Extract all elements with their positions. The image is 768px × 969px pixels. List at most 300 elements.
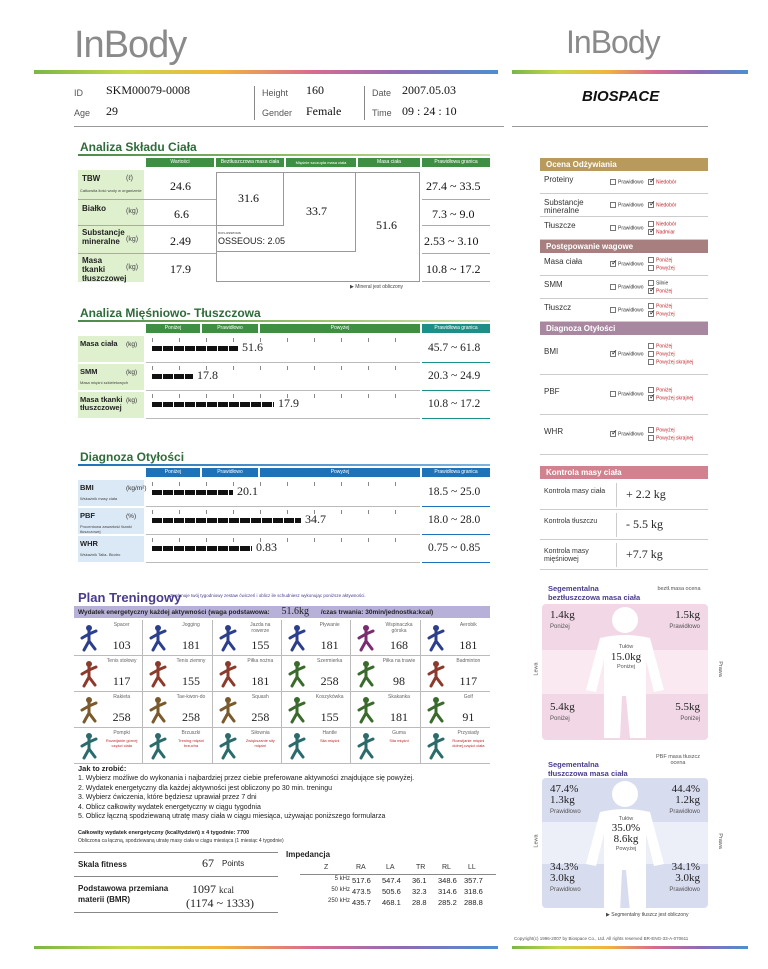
header-rule-right xyxy=(512,126,708,127)
sport-name: Squash xyxy=(251,694,269,700)
impedance-value: 517.6 xyxy=(352,876,371,885)
formula-note: Obliczona ca łączną, spodziewaną utratę masy ciała w ciągu miesiąca (1 miesiąc 4 tygodnie) xyxy=(78,838,284,844)
seg-trunk-label: Tułów xyxy=(618,816,634,822)
obesity-diag-panel-option-label: Prawidłowo xyxy=(618,351,644,358)
sport-name: Koszykówka xyxy=(315,694,344,700)
sport-name: Rakieta xyxy=(113,694,131,700)
nutrition-panel-checkbox xyxy=(648,198,656,208)
mf-bar xyxy=(152,346,238,351)
bc-fat-range: 10.8 ~ 17.2 xyxy=(426,262,481,276)
ob-tick-mark xyxy=(395,482,396,486)
ob-tick-mark xyxy=(341,538,342,542)
mf-bar-value: 51.6 xyxy=(242,340,263,354)
weight-mgmt-panel-checkbox xyxy=(648,284,656,294)
ob-tick-mark xyxy=(368,510,369,514)
sport-cell xyxy=(421,692,490,728)
bc-lean-value: 33.7 xyxy=(306,204,327,218)
training-title: Plan Treningowy xyxy=(78,590,182,605)
mf-tick-mark xyxy=(314,366,315,370)
obesity-diag-panel-row-label: BMI xyxy=(544,347,559,356)
top-rainbow-left xyxy=(34,70,498,74)
mf-bar-value: 17.9 xyxy=(278,396,299,410)
sport-value: 155 xyxy=(251,638,270,652)
sport-figure-icon xyxy=(425,696,447,724)
seg-fat-figure xyxy=(533,778,723,908)
seg-rl-value: 5.4kg xyxy=(550,701,575,713)
weight-mgmt-panel-check-mark-icon: ✓ xyxy=(649,284,656,294)
weight-mgmt-panel-option xyxy=(648,257,672,263)
sport-value: 117 xyxy=(459,674,478,688)
obesity-diag-panel-option-label: Powyżej xyxy=(656,427,675,434)
obesity-diag-panel-checkbox xyxy=(648,435,654,441)
sport-cell xyxy=(282,656,351,692)
sport-cell xyxy=(74,692,143,728)
seg-trunk-label: Tułów xyxy=(618,644,634,650)
weight-mgmt-panel-checkbox xyxy=(610,284,616,290)
sport-name: Tenis stołowy xyxy=(106,658,137,664)
impedance-value: 547.4 xyxy=(382,876,401,885)
seg-rl-status: Poniżej xyxy=(550,716,570,722)
ob-range-rule xyxy=(422,534,490,535)
ob-bar-value: 34.7 xyxy=(305,512,326,526)
training-bar-right: /czas trwania: 30min/jednostka:kcal) xyxy=(320,609,434,616)
copyright: Copyright(c) 1996-2007 by Biospace Co., Ltd. All rights reserved BR-ENG-33-A-070611 xyxy=(514,936,689,941)
sport-name: Szermierka xyxy=(317,658,343,664)
sport-value: 168 xyxy=(389,638,408,652)
mf-tick-mark xyxy=(233,338,234,342)
nutrition-panel-option xyxy=(648,198,677,208)
weight-mgmt-panel-option xyxy=(610,307,644,313)
mf-tick-mark xyxy=(152,394,153,398)
nutrition-panel-row xyxy=(540,171,708,194)
height-value: 160 xyxy=(306,83,324,97)
obesity-diag-panel-option xyxy=(648,351,675,357)
sport-cell xyxy=(143,620,212,656)
weight-mgmt-panel-option-label: Poniżej xyxy=(656,256,673,263)
seg-ra-status: Poniżej xyxy=(550,624,570,630)
weight-control-row xyxy=(540,510,708,540)
obesity-diag-panel-header: Diagnoza Otyłości xyxy=(540,322,708,335)
obesity-diag-panel-option xyxy=(648,359,693,365)
fitness-value: 67 xyxy=(202,856,214,870)
sport-name: Piłka nożna xyxy=(247,658,274,664)
bmr-rule xyxy=(74,912,278,913)
weight-mgmt-panel-checkbox xyxy=(610,307,616,313)
weight-mgmt-panel-option xyxy=(648,307,675,317)
bc-rule-1 xyxy=(78,199,216,200)
sport-name: Spacer xyxy=(113,622,130,628)
sport-name: Aerobik xyxy=(459,622,477,628)
mf-hdr-range: Prawidłowa granica xyxy=(422,324,490,333)
sport-name: Skakanka xyxy=(388,694,410,700)
impedance-value: 288.8 xyxy=(464,898,483,907)
mf-range-rule xyxy=(422,362,490,363)
seg-lean-title-1: Segementalna xyxy=(548,584,599,593)
ob-row-label: PBF xyxy=(80,511,95,520)
brand-biospace: BIOSPACE xyxy=(582,88,660,105)
impedance-value: 318.6 xyxy=(464,887,483,896)
sport-value: 258 xyxy=(181,710,200,724)
nutrition-panel-option xyxy=(610,225,644,231)
sport-value: 181 xyxy=(459,638,478,652)
weight-mgmt-panel-option-label: Powyżej xyxy=(656,264,675,271)
bc-weight-value: 51.6 xyxy=(376,218,397,232)
sport-sub: Zwiększanie siły mięśni xyxy=(245,738,275,748)
ob-hdr-below: Poniżej xyxy=(146,468,200,477)
sport-name: Hantle xyxy=(322,730,337,736)
seg-tr-status: Powyżej xyxy=(615,846,637,852)
bc-protein-range: 7.3 ~ 9.0 xyxy=(432,207,475,221)
sport-name: Pompki xyxy=(113,730,130,736)
mf-rule xyxy=(146,390,420,391)
sport-cell xyxy=(213,656,282,692)
sport-name: Pływanie xyxy=(319,622,340,628)
date-value: 2007.05.03 xyxy=(402,83,456,97)
weight-mgmt-panel-row xyxy=(540,253,708,276)
sport-cell xyxy=(74,728,143,764)
ob-tick-mark xyxy=(395,538,396,542)
mf-row xyxy=(78,364,490,392)
mf-row-label: Masa tkanki tłuszczowej xyxy=(80,395,123,412)
howto-step-5: 5. Oblicz łączną spodziewaną utratę masy ciała w ciągu miesiąca, używając poniższego formularza xyxy=(78,813,386,820)
sport-value: 258 xyxy=(320,674,339,688)
bmr-range: (1174 ~ 1333) xyxy=(186,896,255,910)
bc-tbw-unit: (ℓ) xyxy=(126,175,133,182)
sport-name: Brzuszki xyxy=(181,730,201,736)
mf-hdr-below: Poniżej xyxy=(146,324,200,333)
mf-tick-mark xyxy=(314,394,315,398)
mf-tick-mark xyxy=(314,338,315,342)
bc-hdr-weight: Masa ciała xyxy=(358,158,420,167)
mf-row xyxy=(78,336,490,364)
sport-figure-icon xyxy=(286,732,308,760)
seg-ll-status: Poniżej xyxy=(680,716,700,722)
bmr-label-1: Podstawowa przemiana xyxy=(78,884,169,893)
ob-tick-mark xyxy=(395,510,396,514)
id-label: ID xyxy=(74,88,83,98)
impedance-value: 357.7 xyxy=(464,876,483,885)
seg-fat-title xyxy=(548,760,628,778)
time-label: Time xyxy=(372,108,392,118)
seg-ll-value: 3.0kg xyxy=(675,872,700,884)
impedance-col-header: TR xyxy=(416,864,426,871)
ob-tick-mark xyxy=(368,538,369,542)
sport-value: 258 xyxy=(112,710,131,724)
weight-control-table xyxy=(540,480,708,572)
ob-tick-mark xyxy=(179,538,180,542)
obesity-diag-panel-checkbox xyxy=(648,343,654,349)
bc-range-rule-4 xyxy=(422,281,490,282)
bc-tbw-range: 27.4 ~ 33.5 xyxy=(426,179,481,193)
body-comp-table xyxy=(78,158,490,282)
sport-cell xyxy=(213,620,282,656)
fitness-label: Skala fitness xyxy=(78,860,127,869)
seg-ll-status: Prawidłowo xyxy=(669,887,700,893)
mf-tick-mark xyxy=(152,366,153,370)
ob-rule xyxy=(146,506,420,507)
sport-figure-icon xyxy=(78,732,100,760)
weight-mgmt-panel-row xyxy=(540,276,708,299)
seg-tr-value: 8.6kg xyxy=(613,833,639,845)
nutrition-panel-checkbox xyxy=(648,225,656,235)
weight-mgmt-panel-option-label: Prawidłowo xyxy=(618,260,644,267)
sport-cell xyxy=(74,656,143,692)
obesity-diag-panel-option-label: Powyżej skrajnej xyxy=(656,435,694,442)
fitness-rule-top xyxy=(74,852,278,853)
sport-figure-icon xyxy=(147,732,169,760)
impedance-freq: 50 kHz xyxy=(331,887,350,893)
ob-hdr-normal: Prawidłowo xyxy=(202,468,258,477)
weight-control-divider xyxy=(616,543,617,567)
ob-row-sub: Wskaźnik masy ciała xyxy=(80,496,118,501)
weight-control-divider xyxy=(616,483,617,507)
sport-sub: Siła mięśni xyxy=(389,738,409,743)
weight-control-label: Kontrola masy mięśniowej xyxy=(544,548,589,563)
ob-tick-mark xyxy=(341,510,342,514)
ob-tick-mark xyxy=(260,482,261,486)
bc-fat-value: 17.9 xyxy=(170,262,191,276)
ob-tick-mark xyxy=(233,538,234,542)
nutrition-panel-checkbox xyxy=(610,225,616,231)
seg-fat-title-1: Segementalna xyxy=(548,760,599,769)
weight-control-divider xyxy=(616,513,617,537)
impedance-col-header: RA xyxy=(356,864,366,871)
sport-value: 91 xyxy=(462,710,475,724)
bc-osseous-caption: non-osseous xyxy=(218,230,241,235)
bc-protein-label: Białko xyxy=(82,204,107,213)
height-label: Height xyxy=(262,88,289,98)
sport-figure-icon xyxy=(286,660,308,688)
seg-ll-pbf: 34.1% xyxy=(671,861,700,873)
sport-value: 181 xyxy=(251,674,270,688)
nutrition-panel-option xyxy=(648,225,675,235)
sport-name: Guma xyxy=(392,730,406,736)
mf-bar xyxy=(152,374,193,379)
ob-range: 18.5 ~ 25.0 xyxy=(428,486,481,498)
nutrition-panel-option-label: Prawidłowo xyxy=(618,224,644,231)
ob-range-rule xyxy=(422,562,490,563)
sport-cell xyxy=(74,620,143,656)
bc-range-rule-1 xyxy=(422,199,490,200)
sport-value: 103 xyxy=(112,638,131,652)
bc-mineral-unit: (kg) xyxy=(126,236,139,243)
impedance-freq: 250 kHz xyxy=(327,898,350,904)
sport-cell xyxy=(421,728,490,764)
ob-row xyxy=(78,480,490,508)
impedance-value: 32.3 xyxy=(412,887,427,896)
nutrition-panel-check-mark-icon: ✓ xyxy=(649,198,656,208)
bottom-rainbow-right xyxy=(512,946,748,949)
mf-tick-mark xyxy=(395,338,396,342)
sport-name: Siłownia xyxy=(251,730,270,736)
obesity-diag-panel-option-label: Poniżej xyxy=(656,343,673,350)
bc-rule-3 xyxy=(78,253,216,254)
weight-control-header: Kontrola masy ciała xyxy=(540,466,708,479)
sport-sub: Rozwijanie górnej części ciała xyxy=(105,738,138,748)
obesity-diag-panel-row xyxy=(540,415,708,455)
bmr-value xyxy=(192,882,234,897)
sport-sub: Rozwijanie mięśni dolnej części ciała xyxy=(452,738,485,748)
impedance-col-header: LL xyxy=(468,864,476,871)
mf-bar xyxy=(152,402,274,407)
ob-range: 18.0 ~ 28.0 xyxy=(428,514,481,526)
fitness-unit: Points xyxy=(222,859,245,868)
sport-figure-icon xyxy=(355,696,377,724)
sport-name: Wspinaczka górska xyxy=(385,622,413,634)
nutrition-panel-row-label: Proteiny xyxy=(544,174,574,184)
sport-value: 155 xyxy=(181,674,200,688)
ob-range-rule xyxy=(422,506,490,507)
mf-tick-mark xyxy=(368,338,369,342)
mf-tick-mark xyxy=(287,366,288,370)
sport-name: Piłka na trawie xyxy=(382,658,416,664)
impedance-col-header: Z xyxy=(324,864,329,871)
ob-row xyxy=(78,508,490,536)
sport-cell xyxy=(143,656,212,692)
obesity-diag-panel-checkbox xyxy=(648,359,654,365)
bc-mineral-range: 2.53 ~ 3.10 xyxy=(424,234,479,248)
weight-mgmt-panel-row-label: Masa ciała xyxy=(544,256,583,266)
mf-range: 20.3 ~ 24.9 xyxy=(428,370,481,382)
body-comp-rule xyxy=(78,154,490,156)
obesity-chart xyxy=(78,468,490,566)
info-divider-1 xyxy=(254,86,255,120)
obesity-diag-panel xyxy=(540,322,708,455)
howto-step-3: 3. Wybierz ćwiczenia, które będziesz uprawiał przez 7 dni xyxy=(78,794,257,801)
seg-tr-pbf: 35.0% xyxy=(611,822,641,834)
impedance-title: Impedancja xyxy=(286,850,331,859)
sport-name: Jazda na rowerze xyxy=(250,622,271,634)
mf-tick-mark xyxy=(341,338,342,342)
weight-mgmt-panel-check-mark-icon: ✓ xyxy=(649,307,656,317)
impedance-table xyxy=(300,864,500,910)
obesity-diag-panel-checkbox xyxy=(648,392,656,401)
sport-cell xyxy=(351,656,420,692)
nutrition-panel-row xyxy=(540,217,708,240)
weight-mgmt-panel-option-label: Silnie xyxy=(656,279,669,286)
weight-mgmt-panel-option xyxy=(610,284,644,290)
sport-figure-icon xyxy=(217,732,239,760)
sport-figure-icon xyxy=(355,732,377,760)
nutrition-panel-option xyxy=(610,179,644,185)
mf-row-label: Masa ciała xyxy=(80,339,118,348)
obesity-diag-panel-check-mark-icon: ✓ xyxy=(611,348,618,357)
sport-value: 258 xyxy=(251,710,270,724)
nutrition-panel-check-mark-icon: ✓ xyxy=(649,225,656,235)
seg-fat-note: PBF masa tłuszcz ocena xyxy=(655,754,700,766)
sport-name: Badminton xyxy=(456,658,481,664)
ob-row-sub: Procentowa zawartość tkanki tłuszczowej xyxy=(80,524,132,534)
sport-cell xyxy=(421,620,490,656)
sport-value: 98 xyxy=(392,674,405,688)
obesity-diag-panel-option-label: Poniżej xyxy=(656,387,673,394)
id-value: SKM00079-0008 xyxy=(106,83,191,97)
ob-tick-mark xyxy=(206,482,207,486)
training-bar xyxy=(74,606,490,618)
logo-left: InBody xyxy=(74,24,187,66)
howto-title: Jak to zrobić: xyxy=(78,764,127,773)
impedance-rule xyxy=(300,874,496,875)
obesity-diag-panel-option-label: Prawidłowo xyxy=(618,431,644,438)
mf-range: 45.7 ~ 61.8 xyxy=(428,342,481,354)
weight-mgmt-panel-option xyxy=(648,265,675,271)
time-value: 09 : 24 : 10 xyxy=(402,104,457,118)
mf-tick-mark xyxy=(260,394,261,398)
ob-tick-mark xyxy=(179,482,180,486)
seg-left-label: Lewa xyxy=(533,834,540,848)
sport-sub: Trening mięśni brzucha xyxy=(177,738,205,748)
sport-sub: Siła mięśni xyxy=(319,738,340,743)
seg-la-status: Prawidłowo xyxy=(669,809,700,815)
seg-la-status: Prawidłowo xyxy=(669,624,700,630)
sport-figure-icon xyxy=(355,660,377,688)
ob-range: 0.75 ~ 0.85 xyxy=(428,542,481,554)
seg-tr-value: 15.0kg xyxy=(610,651,642,663)
sport-figure-icon xyxy=(425,732,447,760)
bc-mineral-label: Substancje mineralne xyxy=(82,228,125,246)
obesity-diag-panel-option xyxy=(648,392,694,402)
weight-mgmt-panel-option-label: Prawidłowo xyxy=(618,283,644,290)
fitness-rule-mid xyxy=(74,876,278,877)
nutrition-panel-option-label: Niedobór xyxy=(656,201,677,208)
nutrition-panel-option-label: Niedobór xyxy=(656,220,677,227)
nutrition-panel-row-label: Substancje mineralne xyxy=(544,197,584,215)
ob-tick-mark xyxy=(233,510,234,514)
obesity-diag-panel-row xyxy=(540,335,708,375)
obesity-diag-panel-option xyxy=(648,343,672,349)
gender-value: Female xyxy=(306,104,342,118)
howto-list xyxy=(78,774,498,822)
seg-la-value: 1.5kg xyxy=(675,609,700,621)
seg-rl-pbf: 34.3% xyxy=(550,861,579,873)
weight-mgmt-panel-option xyxy=(610,257,644,267)
seg-left-label: Lewa xyxy=(533,662,540,676)
mf-tick-mark xyxy=(206,394,207,398)
weight-mgmt-panel-check-mark-icon: ✓ xyxy=(611,257,618,267)
weight-control-row xyxy=(540,480,708,510)
mf-tick-mark xyxy=(179,394,180,398)
ob-rule xyxy=(146,562,420,563)
formula: Całkowity wydatek energetyczny (kcal/tydzień) x 4 tygodnie: 7700 xyxy=(78,830,250,836)
obesity-diag-panel-checkbox xyxy=(648,427,654,433)
sport-value: 181 xyxy=(320,638,339,652)
mf-row-unit: (kg) xyxy=(126,341,138,348)
sport-cell xyxy=(213,728,282,764)
weight-mgmt-panel-option-label: Powyżej xyxy=(656,310,675,317)
sport-name: Jogging xyxy=(182,622,200,628)
mf-tick-mark xyxy=(395,366,396,370)
mf-bar-value: 17.8 xyxy=(197,368,218,382)
bc-range-rule-3 xyxy=(422,253,490,254)
bc-fat-label: Masa tkanki tłuszczowej xyxy=(82,256,127,283)
bmr-value-num: 1097 xyxy=(192,882,216,896)
seg-right-label: Prawa xyxy=(716,833,723,849)
impedance-value: 435.7 xyxy=(352,898,371,907)
seg-lean-title-2: beztłuszczowa masa ciała xyxy=(548,593,641,602)
sport-figure-icon xyxy=(425,660,447,688)
sport-figure-icon xyxy=(78,660,100,688)
training-subtitle: Zaplanuje twój tygodniowy zestaw ćwiczeń i oblicz ile schudniesz wykonując poniższe aktywności. xyxy=(170,593,366,598)
bottom-rainbow-left xyxy=(34,946,498,949)
weight-mgmt-panel-header: Postępowanie wagowe xyxy=(540,240,708,253)
ob-tick-mark xyxy=(152,482,153,486)
seg-ra-value: 1.4kg xyxy=(550,609,575,621)
bc-tbw-sub: Całkowita ilość wody w organizmie xyxy=(80,188,142,193)
sport-figure-icon xyxy=(78,624,100,652)
sport-cell xyxy=(351,620,420,656)
sport-name: Golf xyxy=(463,694,473,700)
mf-range: 10.8 ~ 17.2 xyxy=(428,398,481,410)
